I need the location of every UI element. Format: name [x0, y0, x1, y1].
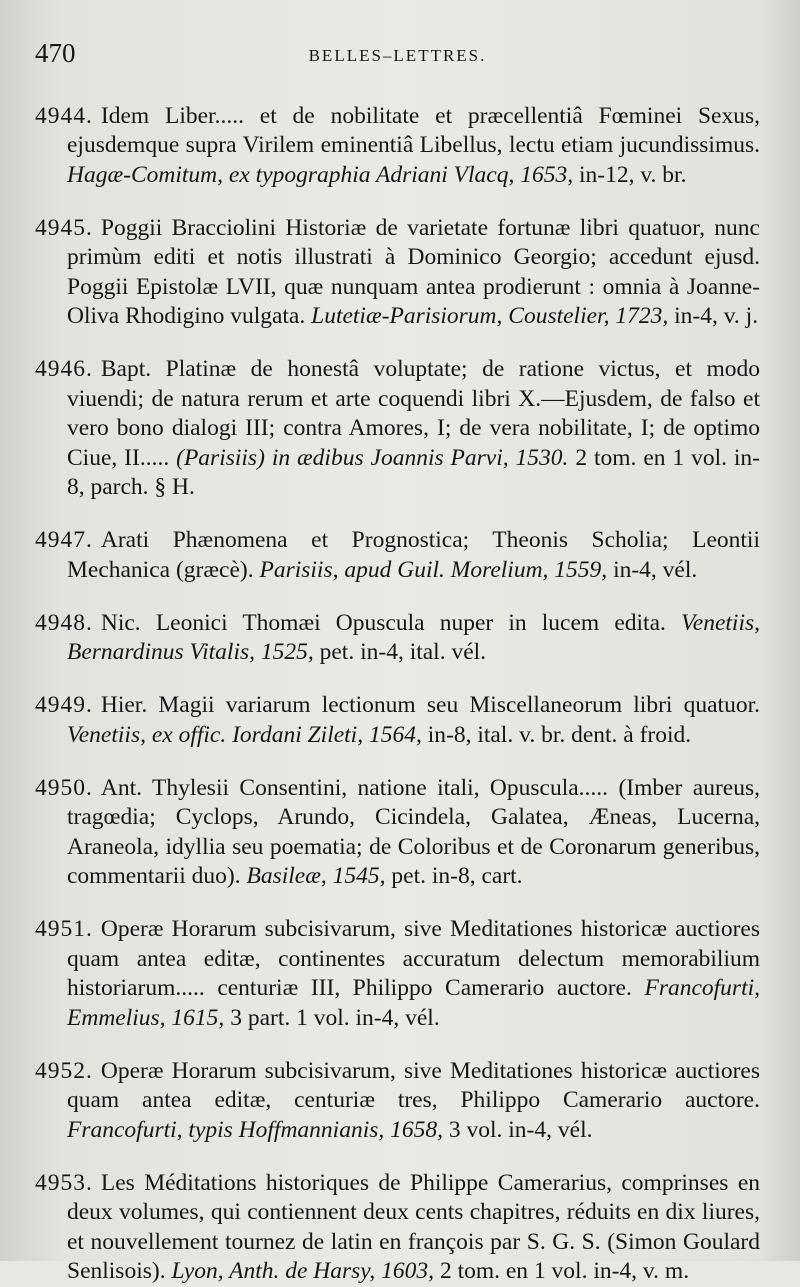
catalogue-entry [35, 915, 760, 1033]
entry-number: 4946. [35, 356, 93, 382]
catalogue-entry [35, 1057, 760, 1146]
entry-imprint: Lutetiæ-Parisiorum, Coustelier, 1723, [311, 303, 669, 329]
page-number: 470 [35, 38, 76, 68]
catalogue-entries [35, 102, 760, 1287]
entry-text: Les Méditations historiques de Philippe Camerarius, comprinses en deux volumes, qui contiennent deux cents chapitres, réduits en dix liures, et nouvellement tournez de latin en françois par S. G. S. (Simon Goulard Senlisois). [67, 1169, 760, 1284]
entry-format: in-4, vél. [613, 556, 698, 583]
page-header [35, 38, 760, 78]
entry-imprint: Venetiis, Bernardinus Vitalis, 1525, [67, 609, 761, 665]
entry-imprint: Francofurti, Emmelius, 1615, [67, 975, 761, 1031]
entry-text: Idem Liber..... et de nobilitate et præcellentiâ Fœminei Sexus, ejusdemque supra Virilem eminentiâ Libellus, lectu etiam jucundissimus. [67, 102, 760, 158]
catalogue-entry [35, 355, 760, 503]
entry-number: 4951. [35, 916, 93, 942]
entry-number: 4950. [35, 774, 93, 801]
entry-text: Nic. Leonici Thomæi Opuscula nuper in lucem edita. [100, 609, 666, 636]
entry-number: 4945. [35, 214, 93, 241]
entry-format: pet. in-8, cart. [391, 863, 523, 889]
running-title: BELLES–LETTRES. [308, 46, 487, 65]
entry-imprint: Hagæ-Comitum, ex typographia Adriani Vlacq, 1653, [67, 161, 574, 188]
entry-number: 4949. [35, 692, 93, 718]
catalogue-entry [35, 214, 760, 332]
entry-number: 4953. [35, 1169, 93, 1196]
entry-imprint: Venetiis, ex offic. Iordani Zileti, 1564, [67, 721, 422, 748]
entry-imprint: Francofurti, typis Hoffmannianis, 1658, [67, 1116, 443, 1143]
entry-number: 4952. [35, 1057, 93, 1084]
entry-imprint: Parisiis, apud Guil. Morelium, 1559, [259, 556, 608, 583]
catalogue-entry [35, 1169, 760, 1287]
entry-number: 4947. [35, 527, 93, 553]
entry-format: in-8, ital. v. br. dent. à froid. [427, 721, 692, 748]
entry-number: 4944. [35, 102, 93, 129]
entry-text: Arati Phænomena et Prognostica; Theonis Scholia; Leontii Mechanica (græcè). [67, 527, 760, 583]
entry-imprint: Basileæ, 1545, [246, 863, 386, 889]
entry-number: 4948. [35, 609, 93, 636]
entry-text: Poggii Bracciolini Historiæ de varietate fortunæ libri quatuor, nunc primùm editi et notis illustrati à Dominico Georgio; accedunt ejusd. Poggii Epistolæ LVII, quæ nunquam antea prodierunt : omnia à Joanne-Oliva Rhodigino vulgata. [67, 214, 760, 329]
entry-imprint: Lyon, Anth. de Harsy, 1603, [171, 1258, 435, 1284]
entry-format: in-4, v. j. [674, 303, 759, 329]
entry-format: in-12, v. br. [578, 161, 687, 188]
catalogue-entry [35, 691, 760, 750]
catalogue-entry [35, 609, 760, 668]
entry-format: pet. in-4, ital. vél. [319, 639, 487, 665]
entry-format: 2 tom. en 1 vol. in-4, v. m. [439, 1258, 690, 1284]
catalogue-entry [35, 774, 760, 892]
entry-format: 3 vol. in-4, vél. [448, 1116, 593, 1143]
catalogue-entry [35, 526, 760, 585]
entry-text: Hier. Magii variarum lectionum seu Miscellaneorum libri quatuor. [100, 692, 760, 718]
entry-text: Bapt. Platinæ de honestâ voluptate; de ratione victus, et modo viuendi; de natura rerum et arte coquendi libri X.—Ejusdem, de falso et vero bono dialogi III; contra Amores, I; de vera nobilitate, I; de optimo Ciue, II..... [67, 356, 760, 471]
entry-text: Ant. Thylesii Consentini, natione itali, Opuscula..... (Imber aureus, tragœdia; Cyclops, Arundo, Cicindela, Galatea, Æneas, Lucerna, Araneola, idyllia seu poematia; de Coloribus et de Coronarum generibus, commentarii duo). [67, 774, 760, 889]
catalogue-entry [35, 102, 760, 191]
entry-imprint: (Parisiis) in ædibus Joannis Parvi, 1530. [176, 444, 569, 471]
entry-format: 2 tom. en 1 vol. in-8, parch. § H. [67, 444, 761, 500]
entry-format: 3 part. 1 vol. in-4, vél. [230, 1004, 440, 1031]
entry-text: Operæ Horarum subcisivarum, sive Meditationes historicæ auctiores quam antea editæ, centuriæ tres, Philippo Camerario auctore. [67, 1057, 760, 1113]
entry-text: Operæ Horarum subcisivarum, sive Meditationes historicæ auctiores quam antea editæ, continentes accuratum delectum memorabilium historiarum..... centuriæ III, Philippo Camerario auctore. [67, 916, 760, 1001]
